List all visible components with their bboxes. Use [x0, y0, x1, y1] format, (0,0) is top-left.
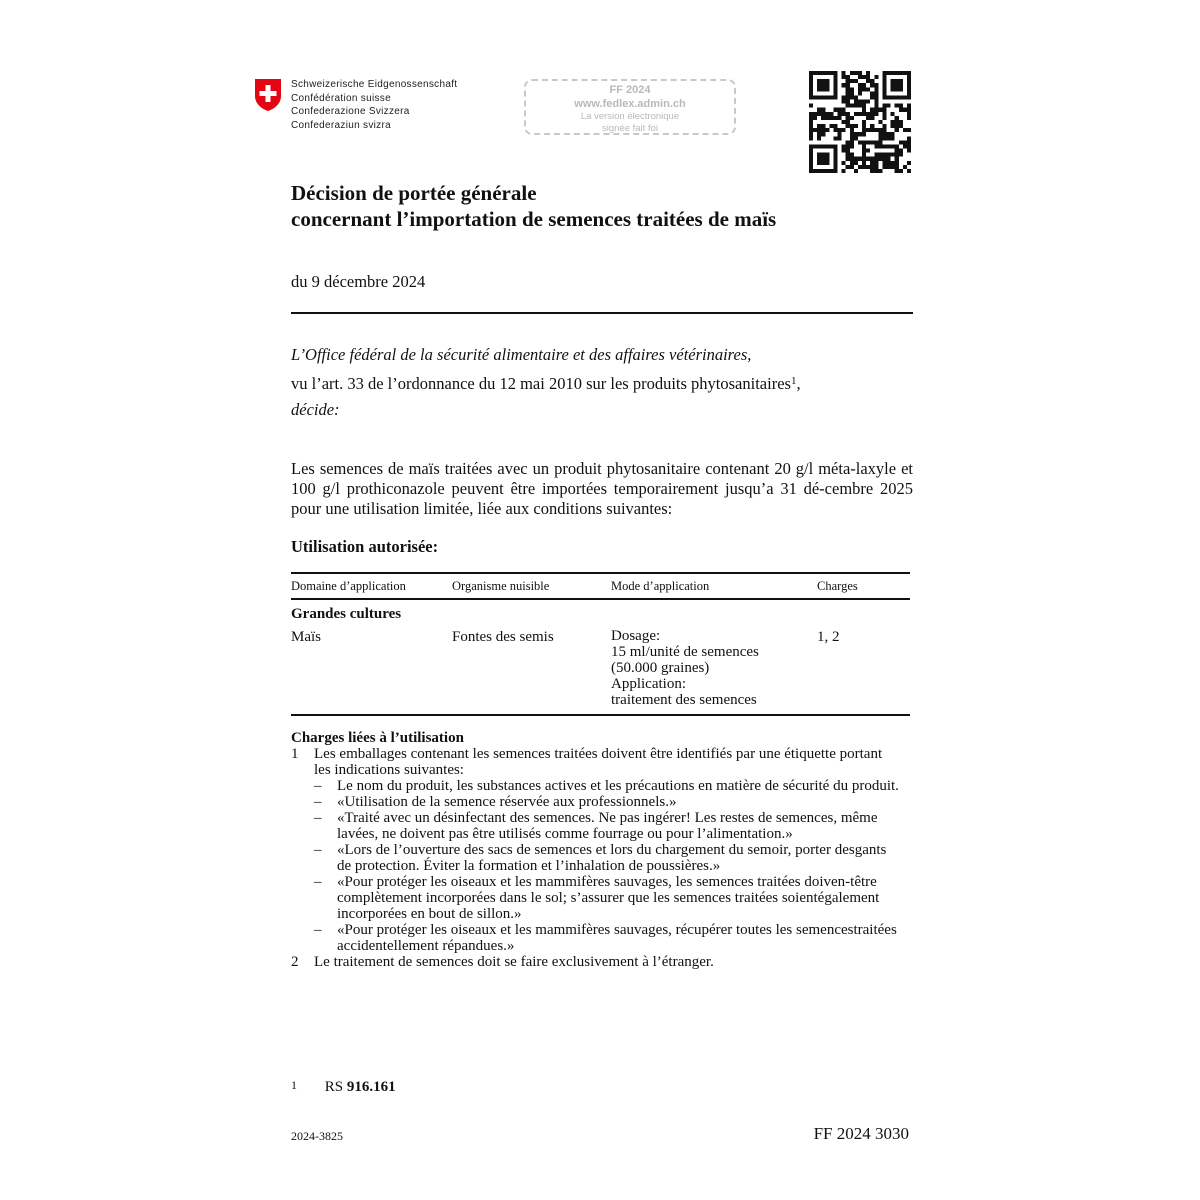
- decides-line: décide:: [291, 400, 340, 419]
- confederation-line: Schweizerische Eidgenossenschaft: [291, 79, 458, 90]
- legal-basis: vu l’art. 33 de l’ordonnance du 12 mai 2010 sur les produits phytosanitaires$^1$,: [291, 374, 801, 393]
- table-cell-pest: Fontes des semis: [452, 629, 554, 645]
- ff-reference: FF 2024 3030: [813, 1124, 909, 1143]
- mode-line: (50.000 graines): [611, 660, 710, 676]
- stamp-line: signée fait foi: [602, 123, 658, 134]
- charge-number: 1: [291, 746, 299, 762]
- charge-bullet: – Le nom du produit, les substances actives et les précautions en matière de sécurité du produit.: [314, 778, 899, 794]
- charge-bullet: – «Lors de l’ouverture des sacs de semences et lors du chargement du semoir, porter desgants de protection. Éviter la formation et l’inhalation de poussières.»: [314, 842, 887, 874]
- charges-list: [291, 746, 901, 970]
- charge-bullet: – «Utilisation de la semence réservée aux professionnels.»: [314, 794, 677, 810]
- electronic-signature-stamp: [524, 79, 736, 135]
- table-header-domain: Domaine d’application: [291, 579, 406, 593]
- confederation-line: Confederazione Svizzera: [291, 106, 410, 117]
- charge-item: [291, 746, 901, 778]
- table-group-label: Grandes cultures: [291, 606, 402, 622]
- charge-item: [291, 954, 901, 970]
- mode-line: Application:: [611, 676, 686, 692]
- footnote-ref[interactable]: 1: [790, 375, 797, 387]
- table-header-pest: Organisme nuisible: [452, 579, 550, 593]
- title-line: concernant l’importation de semences traitées de maïs: [291, 207, 777, 231]
- charge-number: 2: [291, 954, 299, 970]
- section-title: Utilisation autorisée:: [291, 537, 439, 556]
- confederation-line: Confédération suisse: [291, 92, 391, 104]
- table-cell-domain: Maïs: [291, 629, 321, 645]
- charge-bullet: – «Pour protéger les oiseaux et les mammifères sauvages, récupérer toutes les semencestraitées accidentellement répandues.»: [314, 922, 897, 954]
- charge-text: Les emballages contenant les semences traitées doivent être identifiés par une étiquette portant les indications suivantes:: [314, 746, 883, 778]
- issuing-authority: L’Office fédéral de la sécurité alimentaire et des affaires vétérinaires,: [291, 345, 752, 364]
- stamp-line: La version électronique: [580, 111, 680, 122]
- document-title: [291, 180, 776, 232]
- document-id: 2024-3825: [291, 1129, 343, 1143]
- charge-text: Le traitement de semences doit se faire exclusivement à l’étranger.: [314, 954, 714, 970]
- mode-line: Dosage:: [611, 628, 661, 644]
- mode-line: 15 ml/unité de semences: [611, 644, 759, 660]
- table-cell-charges: 1, 2: [817, 629, 840, 645]
- confederation-line: Confederaziun svizra: [291, 119, 391, 131]
- title-line: Décision de portée générale: [291, 181, 537, 205]
- confederation-wordmark: [291, 78, 457, 132]
- swiss-coat-of-arms-icon: [254, 78, 282, 112]
- table-bottom-rule: [291, 714, 910, 716]
- document-date: du 9 décembre 2024: [291, 272, 426, 291]
- divider: [291, 312, 913, 314]
- table-header-rule: [291, 598, 910, 600]
- preamble: [291, 342, 801, 423]
- footnote-link[interactable]: 916.161: [346, 1079, 396, 1095]
- charges-title: Charges liées à l’utilisation: [291, 730, 464, 746]
- table-header-mode: Mode d’application: [611, 579, 710, 593]
- charge-bullet: – «Pour protéger les oiseaux et les mammifères sauvages, les semences traitées doiven-têtre complètement incorporées dans le sol; s’assurer que les semences traitées soientégalement incorporées en bout de sillon.»: [314, 874, 880, 922]
- table-cell-mode: [611, 628, 759, 708]
- footnote-prefix: RS: [324, 1079, 344, 1095]
- stamp-line: www.fedlex.admin.ch: [574, 98, 686, 110]
- charge-bullet: – «Traité avec un désinfectant des semences. Ne pas ingérer! Les restes de semences, même lavées, ne doivent pas être utilisés comme fourrage ou pour l’alimentation.»: [314, 810, 878, 842]
- qr-code-icon: [809, 71, 911, 173]
- stamp-line: FF 2024: [609, 84, 651, 96]
- table-header-charges: Charges: [817, 579, 858, 593]
- footnote-number: 1: [291, 1078, 297, 1092]
- mode-line: traitement des semences: [611, 692, 757, 708]
- table-top-rule: [291, 572, 910, 574]
- intro-paragraph: Les semences de maïs traitées avec un produit phytosanitaire contenant 20 g/l méta-laxyle et 100 g/l prothiconazole peuvent être importées temporairement jusqu’a 31 dé-cembre 2025 pour une utilisation limitée, liée aux conditions suivantes:: [291, 459, 913, 518]
- footnote: [291, 1079, 396, 1096]
